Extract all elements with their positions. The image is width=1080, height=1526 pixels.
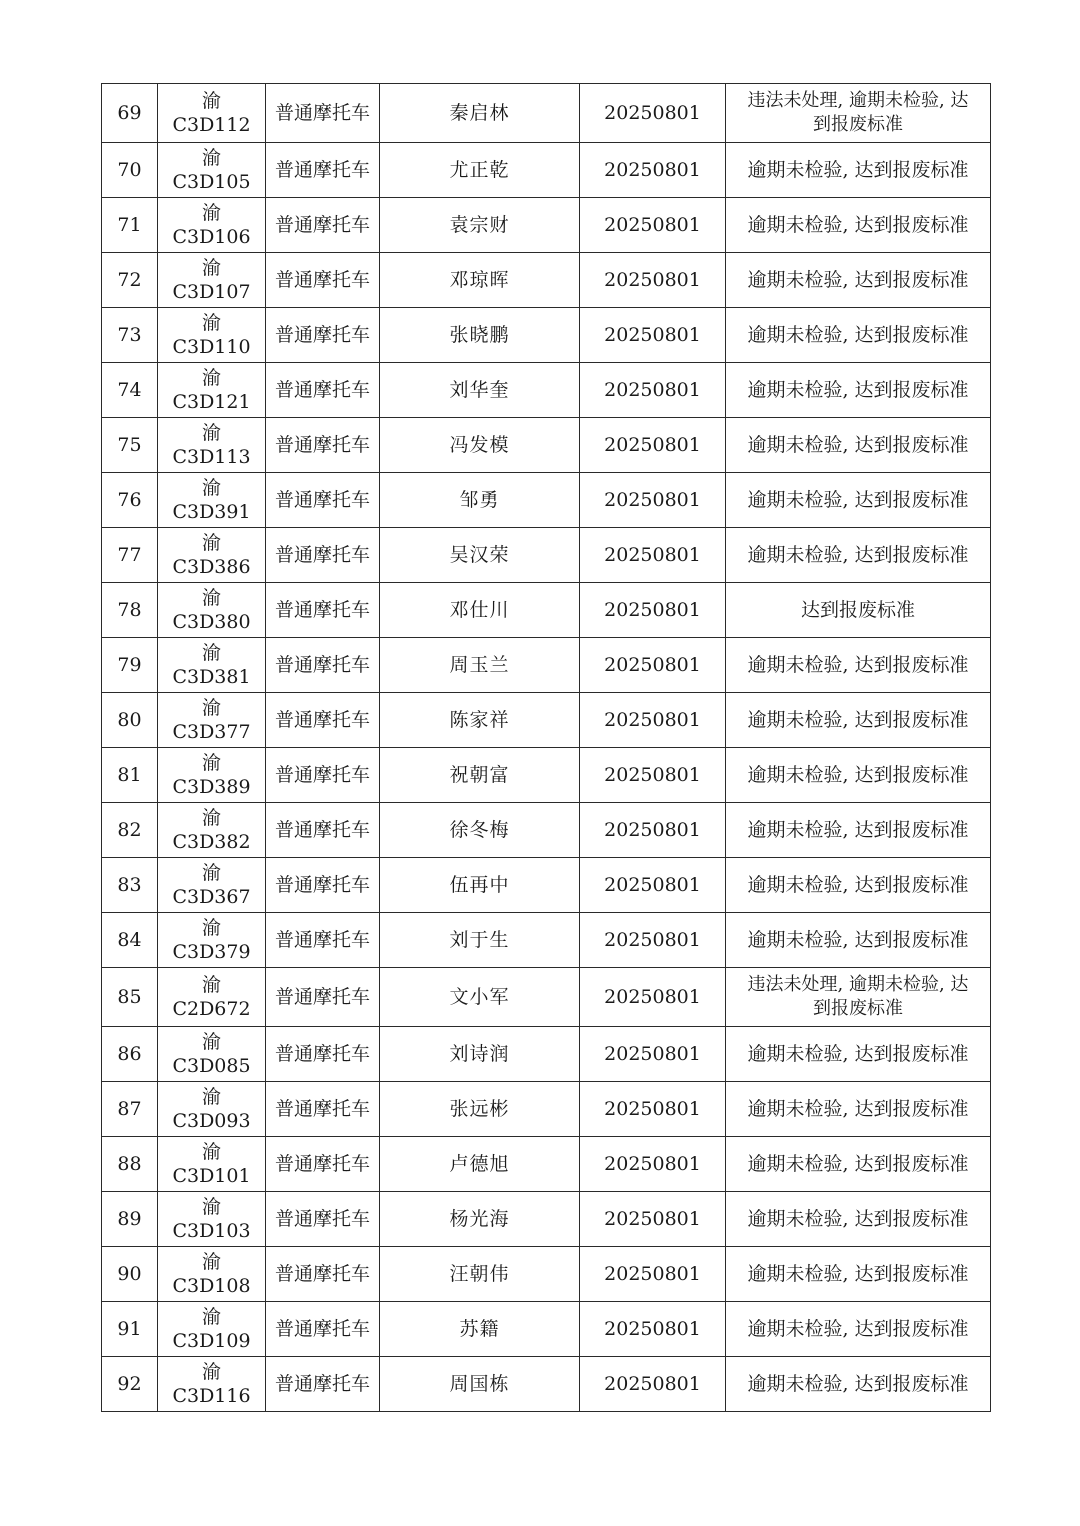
cell-vehicle-type: 普通摩托车 bbox=[266, 418, 380, 473]
cell-vehicle-type: 普通摩托车 bbox=[266, 1357, 380, 1412]
cell-plate-number: 渝 C3D116 bbox=[158, 1357, 266, 1412]
table-row bbox=[102, 528, 991, 583]
reason-line: 到报废标准 bbox=[813, 998, 903, 1019]
cell-reason: 逾期未检验, 达到报废标准 bbox=[726, 693, 991, 748]
table-row bbox=[102, 1137, 991, 1192]
cell-plate-number: 渝 C3D380 bbox=[158, 583, 266, 638]
cell-reason: 逾期未检验, 达到报废标准 bbox=[726, 473, 991, 528]
cell-reason: 逾期未检验, 达到报废标准 bbox=[726, 858, 991, 913]
cell-plate-number: 渝 C3D367 bbox=[158, 858, 266, 913]
document-page bbox=[101, 83, 990, 1412]
cell-reason: 逾期未检验, 达到报废标准 bbox=[726, 1192, 991, 1247]
cell-date: 20250801 bbox=[580, 1357, 726, 1412]
cell-date: 20250801 bbox=[580, 968, 726, 1027]
table-row bbox=[102, 1027, 991, 1082]
cell-reason: 逾期未检验, 达到报废标准 bbox=[726, 1082, 991, 1137]
cell-date: 20250801 bbox=[580, 528, 726, 583]
reason-line: 违法未处理, 逾期未检验, 达 bbox=[747, 90, 969, 111]
table-row bbox=[102, 968, 991, 1027]
cell-plate-number: 渝 C3D381 bbox=[158, 638, 266, 693]
cell-index: 72 bbox=[102, 253, 158, 308]
cell-reason: 逾期未检验, 达到报废标准 bbox=[726, 198, 991, 253]
cell-date: 20250801 bbox=[580, 913, 726, 968]
cell-vehicle-type: 普通摩托车 bbox=[266, 748, 380, 803]
cell-vehicle-type: 普通摩托车 bbox=[266, 858, 380, 913]
cell-owner-name: 陈家祥 bbox=[380, 693, 580, 748]
cell-index: 73 bbox=[102, 308, 158, 363]
cell-reason bbox=[726, 84, 991, 143]
table-row bbox=[102, 1192, 991, 1247]
cell-index: 90 bbox=[102, 1247, 158, 1302]
cell-owner-name: 吴汉荣 bbox=[380, 528, 580, 583]
cell-index: 70 bbox=[102, 143, 158, 198]
cell-vehicle-type: 普通摩托车 bbox=[266, 473, 380, 528]
cell-reason: 逾期未检验, 达到报废标准 bbox=[726, 143, 991, 198]
cell-owner-name: 汪朝伟 bbox=[380, 1247, 580, 1302]
cell-plate-number: 渝 C3D389 bbox=[158, 748, 266, 803]
vehicle-table bbox=[101, 83, 991, 1412]
cell-owner-name: 袁宗财 bbox=[380, 198, 580, 253]
cell-owner-name: 刘于生 bbox=[380, 913, 580, 968]
cell-plate-number: 渝 C2D672 bbox=[158, 968, 266, 1027]
cell-vehicle-type: 普通摩托车 bbox=[266, 363, 380, 418]
cell-owner-name: 张远彬 bbox=[380, 1082, 580, 1137]
table-row bbox=[102, 253, 991, 308]
cell-owner-name: 杨光海 bbox=[380, 1192, 580, 1247]
cell-date: 20250801 bbox=[580, 253, 726, 308]
cell-date: 20250801 bbox=[580, 1082, 726, 1137]
cell-vehicle-type: 普通摩托车 bbox=[266, 913, 380, 968]
cell-owner-name: 刘诗润 bbox=[380, 1027, 580, 1082]
cell-reason: 逾期未检验, 达到报废标准 bbox=[726, 363, 991, 418]
table-row bbox=[102, 913, 991, 968]
cell-date: 20250801 bbox=[580, 858, 726, 913]
cell-vehicle-type: 普通摩托车 bbox=[266, 1192, 380, 1247]
table-row bbox=[102, 858, 991, 913]
cell-index: 77 bbox=[102, 528, 158, 583]
table-row bbox=[102, 693, 991, 748]
cell-reason: 逾期未检验, 达到报废标准 bbox=[726, 1357, 991, 1412]
table-row bbox=[102, 418, 991, 473]
cell-vehicle-type: 普通摩托车 bbox=[266, 1302, 380, 1357]
cell-owner-name: 邓仕川 bbox=[380, 583, 580, 638]
table-row bbox=[102, 363, 991, 418]
table-row bbox=[102, 84, 991, 143]
table-row bbox=[102, 473, 991, 528]
cell-plate-number: 渝 C3D106 bbox=[158, 198, 266, 253]
table-row bbox=[102, 638, 991, 693]
cell-date: 20250801 bbox=[580, 1247, 726, 1302]
cell-reason: 逾期未检验, 达到报废标准 bbox=[726, 418, 991, 473]
cell-index: 92 bbox=[102, 1357, 158, 1412]
cell-date: 20250801 bbox=[580, 363, 726, 418]
cell-index: 89 bbox=[102, 1192, 158, 1247]
cell-plate-number: 渝 C3D109 bbox=[158, 1302, 266, 1357]
cell-index: 71 bbox=[102, 198, 158, 253]
cell-vehicle-type: 普通摩托车 bbox=[266, 1027, 380, 1082]
cell-reason: 逾期未检验, 达到报废标准 bbox=[726, 1027, 991, 1082]
cell-owner-name: 刘华奎 bbox=[380, 363, 580, 418]
cell-index: 78 bbox=[102, 583, 158, 638]
cell-plate-number: 渝 C3D113 bbox=[158, 418, 266, 473]
cell-date: 20250801 bbox=[580, 803, 726, 858]
cell-plate-number: 渝 C3D391 bbox=[158, 473, 266, 528]
cell-vehicle-type: 普通摩托车 bbox=[266, 1137, 380, 1192]
cell-index: 88 bbox=[102, 1137, 158, 1192]
cell-date: 20250801 bbox=[580, 1302, 726, 1357]
cell-reason: 逾期未检验, 达到报废标准 bbox=[726, 308, 991, 363]
cell-vehicle-type: 普通摩托车 bbox=[266, 803, 380, 858]
cell-vehicle-type: 普通摩托车 bbox=[266, 84, 380, 143]
cell-owner-name: 张晓鹏 bbox=[380, 308, 580, 363]
cell-plate-number: 渝 C3D386 bbox=[158, 528, 266, 583]
cell-plate-number: 渝 C3D101 bbox=[158, 1137, 266, 1192]
cell-index: 80 bbox=[102, 693, 158, 748]
cell-date: 20250801 bbox=[580, 748, 726, 803]
table-row bbox=[102, 748, 991, 803]
reason-line: 到报废标准 bbox=[813, 114, 903, 135]
cell-owner-name: 文小军 bbox=[380, 968, 580, 1027]
cell-reason: 逾期未检验, 达到报废标准 bbox=[726, 748, 991, 803]
cell-owner-name: 尤正乾 bbox=[380, 143, 580, 198]
cell-plate-number: 渝 C3D382 bbox=[158, 803, 266, 858]
cell-plate-number: 渝 C3D107 bbox=[158, 253, 266, 308]
cell-reason: 逾期未检验, 达到报废标准 bbox=[726, 1137, 991, 1192]
cell-date: 20250801 bbox=[580, 198, 726, 253]
cell-vehicle-type: 普通摩托车 bbox=[266, 143, 380, 198]
cell-owner-name: 冯发模 bbox=[380, 418, 580, 473]
cell-date: 20250801 bbox=[580, 143, 726, 198]
cell-vehicle-type: 普通摩托车 bbox=[266, 693, 380, 748]
cell-plate-number: 渝 C3D093 bbox=[158, 1082, 266, 1137]
cell-index: 76 bbox=[102, 473, 158, 528]
cell-date: 20250801 bbox=[580, 1027, 726, 1082]
cell-vehicle-type: 普通摩托车 bbox=[266, 528, 380, 583]
cell-vehicle-type: 普通摩托车 bbox=[266, 1247, 380, 1302]
cell-plate-number: 渝 C3D105 bbox=[158, 143, 266, 198]
cell-date: 20250801 bbox=[580, 1137, 726, 1192]
cell-date: 20250801 bbox=[580, 418, 726, 473]
cell-owner-name: 周国栋 bbox=[380, 1357, 580, 1412]
cell-owner-name: 周玉兰 bbox=[380, 638, 580, 693]
cell-owner-name: 徐冬梅 bbox=[380, 803, 580, 858]
cell-date: 20250801 bbox=[580, 638, 726, 693]
cell-vehicle-type: 普通摩托车 bbox=[266, 968, 380, 1027]
cell-plate-number: 渝 C3D110 bbox=[158, 308, 266, 363]
cell-index: 86 bbox=[102, 1027, 158, 1082]
cell-date: 20250801 bbox=[580, 583, 726, 638]
table-row bbox=[102, 803, 991, 858]
cell-reason: 逾期未检验, 达到报废标准 bbox=[726, 1302, 991, 1357]
table-row bbox=[102, 198, 991, 253]
cell-reason: 达到报废标准 bbox=[726, 583, 991, 638]
cell-reason bbox=[726, 968, 991, 1027]
cell-owner-name: 祝朝富 bbox=[380, 748, 580, 803]
cell-vehicle-type: 普通摩托车 bbox=[266, 1082, 380, 1137]
cell-plate-number: 渝 C3D112 bbox=[158, 84, 266, 143]
cell-index: 84 bbox=[102, 913, 158, 968]
cell-reason: 逾期未检验, 达到报废标准 bbox=[726, 1247, 991, 1302]
cell-plate-number: 渝 C3D121 bbox=[158, 363, 266, 418]
cell-owner-name: 秦启林 bbox=[380, 84, 580, 143]
reason-line: 违法未处理, 逾期未检验, 达 bbox=[747, 974, 969, 995]
cell-date: 20250801 bbox=[580, 473, 726, 528]
cell-reason: 逾期未检验, 达到报废标准 bbox=[726, 638, 991, 693]
cell-owner-name: 伍再中 bbox=[380, 858, 580, 913]
cell-vehicle-type: 普通摩托车 bbox=[266, 253, 380, 308]
table-row bbox=[102, 583, 991, 638]
cell-index: 83 bbox=[102, 858, 158, 913]
cell-reason: 逾期未检验, 达到报废标准 bbox=[726, 913, 991, 968]
table-row bbox=[102, 1082, 991, 1137]
cell-owner-name: 苏籍 bbox=[380, 1302, 580, 1357]
cell-plate-number: 渝 C3D103 bbox=[158, 1192, 266, 1247]
cell-index: 81 bbox=[102, 748, 158, 803]
cell-date: 20250801 bbox=[580, 84, 726, 143]
cell-index: 91 bbox=[102, 1302, 158, 1357]
cell-plate-number: 渝 C3D377 bbox=[158, 693, 266, 748]
cell-vehicle-type: 普通摩托车 bbox=[266, 308, 380, 363]
cell-plate-number: 渝 C3D108 bbox=[158, 1247, 266, 1302]
cell-owner-name: 邓琼晖 bbox=[380, 253, 580, 308]
cell-date: 20250801 bbox=[580, 1192, 726, 1247]
cell-plate-number: 渝 C3D085 bbox=[158, 1027, 266, 1082]
table-row bbox=[102, 308, 991, 363]
cell-reason: 逾期未检验, 达到报废标准 bbox=[726, 803, 991, 858]
cell-plate-number: 渝 C3D379 bbox=[158, 913, 266, 968]
table-row bbox=[102, 143, 991, 198]
cell-index: 69 bbox=[102, 84, 158, 143]
cell-date: 20250801 bbox=[580, 693, 726, 748]
table-row bbox=[102, 1247, 991, 1302]
cell-vehicle-type: 普通摩托车 bbox=[266, 638, 380, 693]
cell-date: 20250801 bbox=[580, 308, 726, 363]
cell-index: 82 bbox=[102, 803, 158, 858]
cell-index: 74 bbox=[102, 363, 158, 418]
cell-index: 75 bbox=[102, 418, 158, 473]
table-body bbox=[102, 84, 991, 1412]
table-row bbox=[102, 1302, 991, 1357]
cell-index: 79 bbox=[102, 638, 158, 693]
cell-index: 85 bbox=[102, 968, 158, 1027]
cell-vehicle-type: 普通摩托车 bbox=[266, 198, 380, 253]
cell-index: 87 bbox=[102, 1082, 158, 1137]
cell-owner-name: 卢德旭 bbox=[380, 1137, 580, 1192]
table-row bbox=[102, 1357, 991, 1412]
cell-reason: 逾期未检验, 达到报废标准 bbox=[726, 528, 991, 583]
cell-reason: 逾期未检验, 达到报废标准 bbox=[726, 253, 991, 308]
cell-owner-name: 邹勇 bbox=[380, 473, 580, 528]
cell-vehicle-type: 普通摩托车 bbox=[266, 583, 380, 638]
